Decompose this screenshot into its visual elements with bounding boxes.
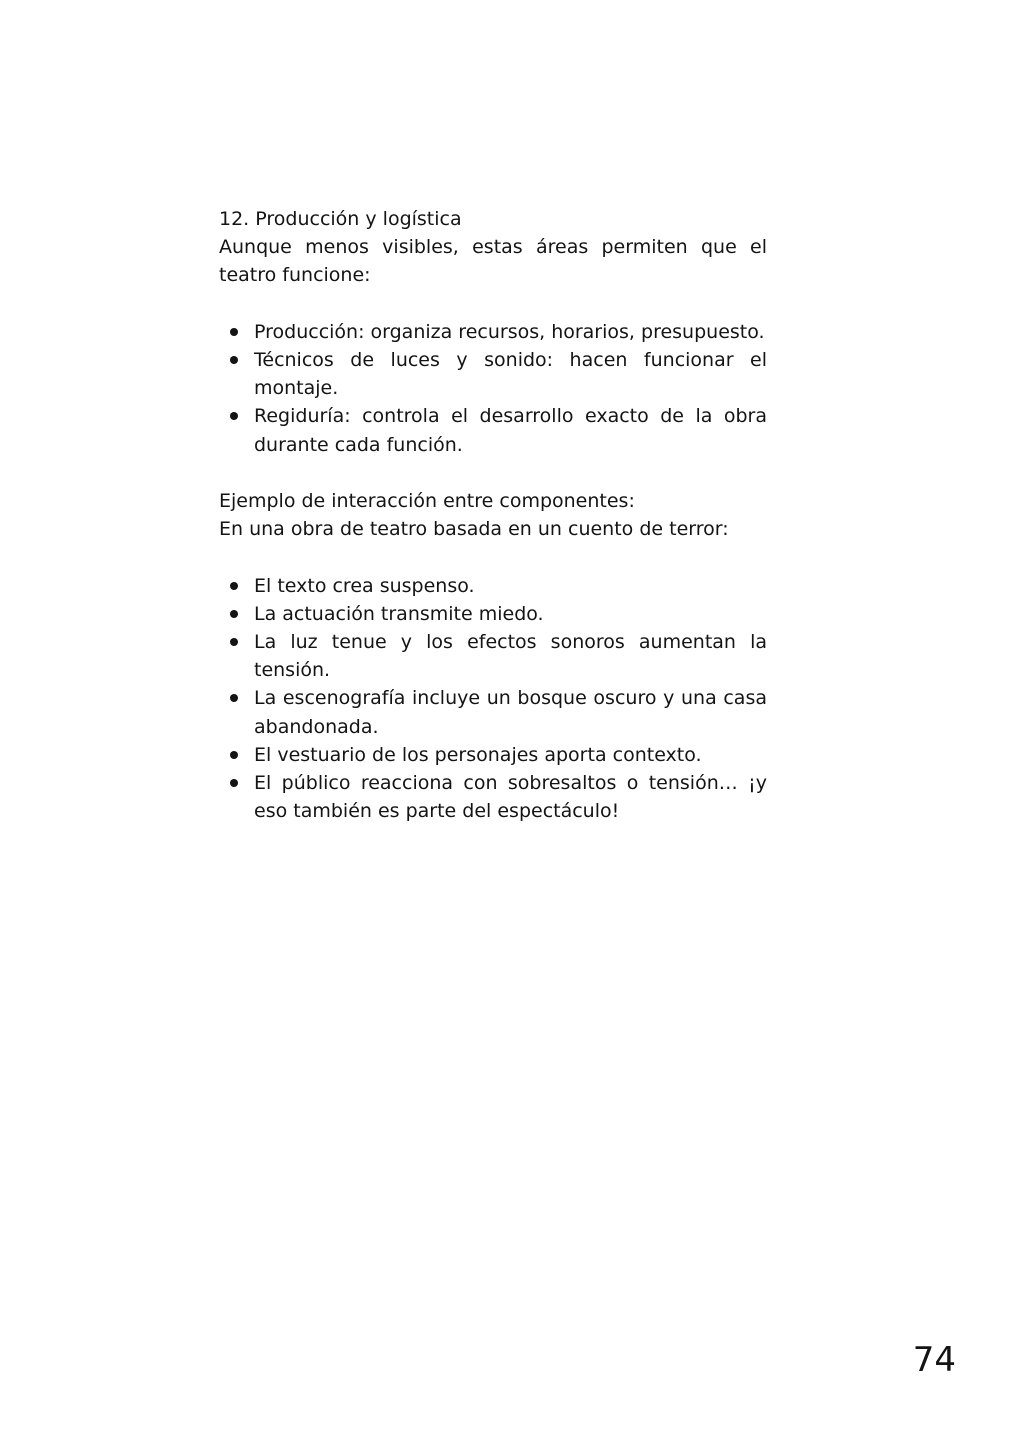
bullet-icon [230,582,238,590]
bullet-icon [230,694,238,702]
list-item [219,572,767,600]
list-item-text: El público reacciona con sobresaltos o tensión… ¡y eso también es parte del espectáculo! [254,772,767,823]
list-item-text: Técnicos de luces y sonido: hacen funcionar el montaje. [254,349,767,400]
bullet-icon [230,610,238,618]
list-item-text: Regiduría: controla el desarrollo exacto de la obra durante cada función. [254,405,767,456]
list-item-text: Producción: organiza recursos, horarios, presupuesto. [254,320,765,343]
list-item-text: El texto crea suspenso. [254,574,475,597]
list-item [219,346,767,402]
page-number: 74 [912,1340,956,1380]
list-item-text: El vestuario de los personajes aporta contexto. [254,743,702,766]
page-content [219,205,767,825]
spacer [219,459,767,487]
list-item [219,769,767,825]
spacer [219,543,767,571]
list-item [219,741,767,769]
list-item [219,600,767,628]
list-item-text: La escenografía incluye un bosque oscuro y una casa abandonada. [254,687,767,738]
list-item-text: La luz tenue y los efectos sonoros aumentan la tensión. [254,631,767,682]
example-list [219,572,767,826]
bullet-icon [230,751,238,759]
bullet-icon [230,356,238,364]
spacer [219,290,767,318]
example-intro: En una obra de teatro basada en un cuento de terror: [219,518,729,541]
list-item [219,684,767,740]
list-item [219,628,767,684]
bullet-icon [230,328,238,336]
bullet-icon [230,412,238,420]
example-heading: Ejemplo de interacción entre componentes: [219,490,635,512]
section-intro: Aunque menos visibles, estas áreas permiten que el teatro funcione: [219,236,767,287]
list-item [219,318,767,346]
bullet-icon [230,779,238,787]
bullet-icon [230,638,238,646]
production-list [219,318,767,459]
section-heading: 12. Producción y logística [219,208,462,230]
list-item [219,402,767,458]
list-item-text: La actuación transmite miedo. [254,602,544,625]
